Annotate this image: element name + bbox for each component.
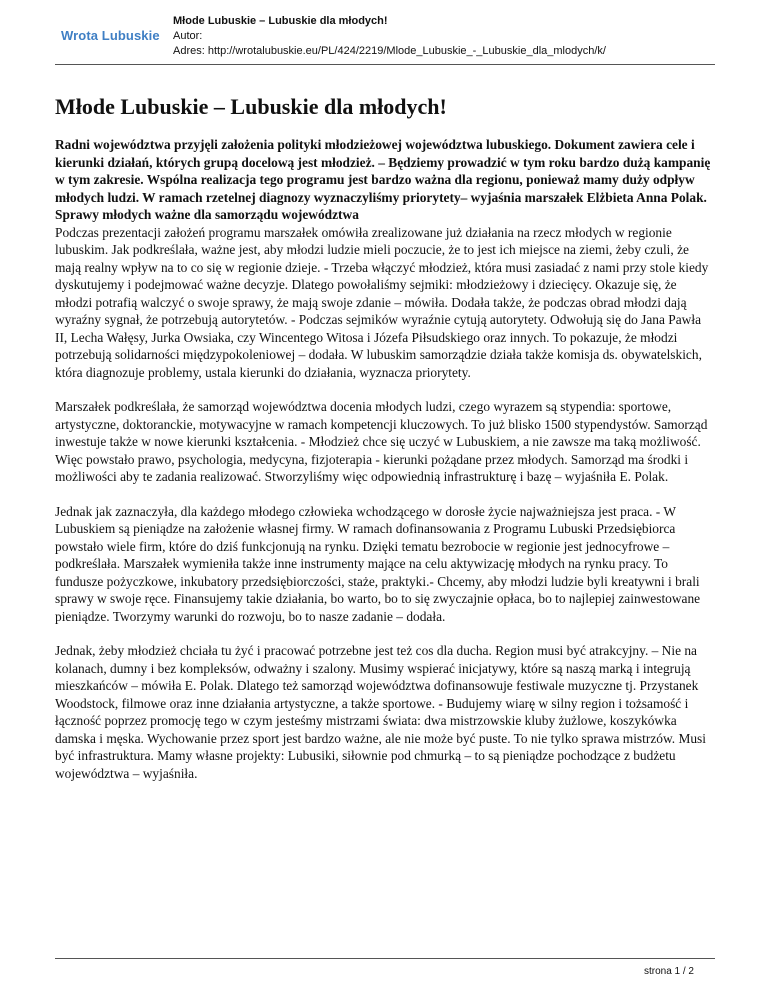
page-header bbox=[55, 14, 715, 60]
header-doc-title: Młode Lubuskie – Lubuskie dla młodych! bbox=[173, 15, 388, 27]
article-paragraph-1: Podczas prezentacji założeń programu marszałek omówiła zrealizowane już działania na rzecz młodych w regionie lubuskim. Jak podkreślała, ważne jest, aby młodzi ludzie mieli poczucie, że to jest ich miejsce na ziemi, żeby czuli, że mają realny wpływ na to co się w regionie dzieje. - Trzeba włączyć młodzież, która musi zasiadać z nami przy stole kiedy dyskutujemy i podejmować ważne decyzje. Dlatego powołaliśmy sejmiki: młodzieżowy i dziecięcy. Okazuje się, że młodzi potrafią walczyć o swoje sprawy, że mają swoje zdanie – mówiła. Dodała także, że podczas obrad młodzi dają wyraźny sygnał, że potrzebują autorytetów. - Podczas sejmików wyraźnie cytują autorytety. Odwołują się do Jana Pawła II, Lecha Wałęsy, Jurka Owsiaka, czy Wincentego Witosa i Józefa Piłsudskiego oraz innych. To pokazuje, że młodzi potrzebują solidarności międzypokoleniowej – dodała. W lubuskim samorządzie działa także komisja ds. obywatelskich, która diagnozuje problemy, ustala kierunki do działania, wyznacza priorytety. bbox=[55, 224, 709, 380]
article-lead: Radni województwa przyjęli założenia polityki młodzieżowej województwa lubuskiego. Dokument zawiera cele i kierunki działań, których grupą docelową jest młodzież. – Będziemy prowadzić w tym roku bardzo dużą kampanię w tym zakresie. Wspólna realizacja tego programu jest bardzo ważna dla regionu, ponieważ mamy duży odpływ młodych ludzi. W ramach rzetelnej diagnozy wyznaczyliśmy priorytety– wyjaśnia marszałek Elżbieta Anna Polak. bbox=[55, 137, 711, 205]
article-paragraph-4: Jednak, żeby młodzież chciała tu żyć i pracować potrzebne jest też cos dla ducha. Region musi być atrakcyjny. – Nie na kolanach, dumny i bez kompleksów, odważny i szalony. Musimy wspierać inicjatywy, które są naszą marką i integrują mieszkańców – mówiła E. Polak. Dlatego też samorząd województwa dofinansowuje festiwale muzyczne tj. Przystanek Woodstock, filmowe oraz inne działania artystyczne, a także sportowe. - Budujemy wiarę w silny region i tożsamość i łączność poprzez promocję tego w czym jesteśmy mistrzami świata: dwa mistrzowskie kluby żużlowe, koszykówka damska i męska. Wychowanie przez sport jest bardzo ważne, ale nie może być puste. To nie tylko sprawa mistrzów. Musi być infrastruktura. Mamy własne projekty: Lubusiki, siłownie pod chmurką – to są pieniądze pochodzące z budżetu województwa – wyjaśniła. bbox=[55, 643, 706, 781]
footer-divider bbox=[55, 958, 715, 959]
page-number: strona 1 / 2 bbox=[643, 966, 694, 977]
article-body bbox=[55, 136, 715, 799]
wrota-lubuskie-logo: Wrota Lubuskie bbox=[61, 28, 160, 43]
header-author: Autor: bbox=[173, 30, 203, 42]
document-meta bbox=[173, 14, 606, 59]
header-address: Adres: http://wrotalubuskie.eu/PL/424/2219/Mlode_Lubuskie_-_Lubuskie_dla_mlodych/k/ bbox=[173, 45, 606, 57]
article-title: Młode Lubuskie – Lubuskie dla młodych! bbox=[55, 94, 447, 119]
article-paragraph-3: Jednak jak zaznaczyła, dla każdego młodego człowieka wchodzącego w dorosłe życie najważniejsza jest praca. - W Lubuskiem są pieniądze na założenie własnej firmy. W ramach dofinansowania z Programu Lubuski Przedsiębiorca powstało wiele firm, które do dziś funkcjonują na rynku. Dzięki tematu bezrobocie w regionie jest jednocyfrowe – podkreślała. Marszałek wymieniła także inne instrumenty mające na celu aktywizację młodych na rynku pracy. To fundusze pożyczkowe, inkubatory przedsiębiorczości, staże, praktyki.- Chcemy, aby młodzi ludzie byli kreatywni i brali sprawy w swoje ręce. Finansujemy takie działania, bo warto, bo to się zwyczajnie opłaca, bo to najlepiej zainwestowane pieniądze. Tworzymy warunki do rozwoju, bo to nasze zadanie – dodała. bbox=[55, 503, 701, 624]
article-paragraph-2: Marszałek podkreślała, że samorząd województwa docenia młodych ludzi, czego wyrazem są stypendia: sportowe, artystyczne, doktoranckie, motywacyjne w ramach kompetencji kluczowych. To już blisko 1500 stypendystów. Samorząd inwestuje także w nowe kierunki kształcenia. - Młodzież chce się uczyć w Lubuskiem, a nie zawsze ma taką możliwość. Więc powstało prawo, psychologia, medycyna, fizjoterapia - kierunki pożądane przez młodych. Samorząd ma środki i możliwości aby te zadania realizować. Stworzyliśmy więc odpowiednią infrastrukturę i bazę – wyjaśniła E. Polak. bbox=[55, 399, 708, 484]
article-subheading: Sprawy młodych ważne dla samorządu województwa bbox=[55, 207, 359, 222]
header-divider bbox=[55, 64, 715, 65]
